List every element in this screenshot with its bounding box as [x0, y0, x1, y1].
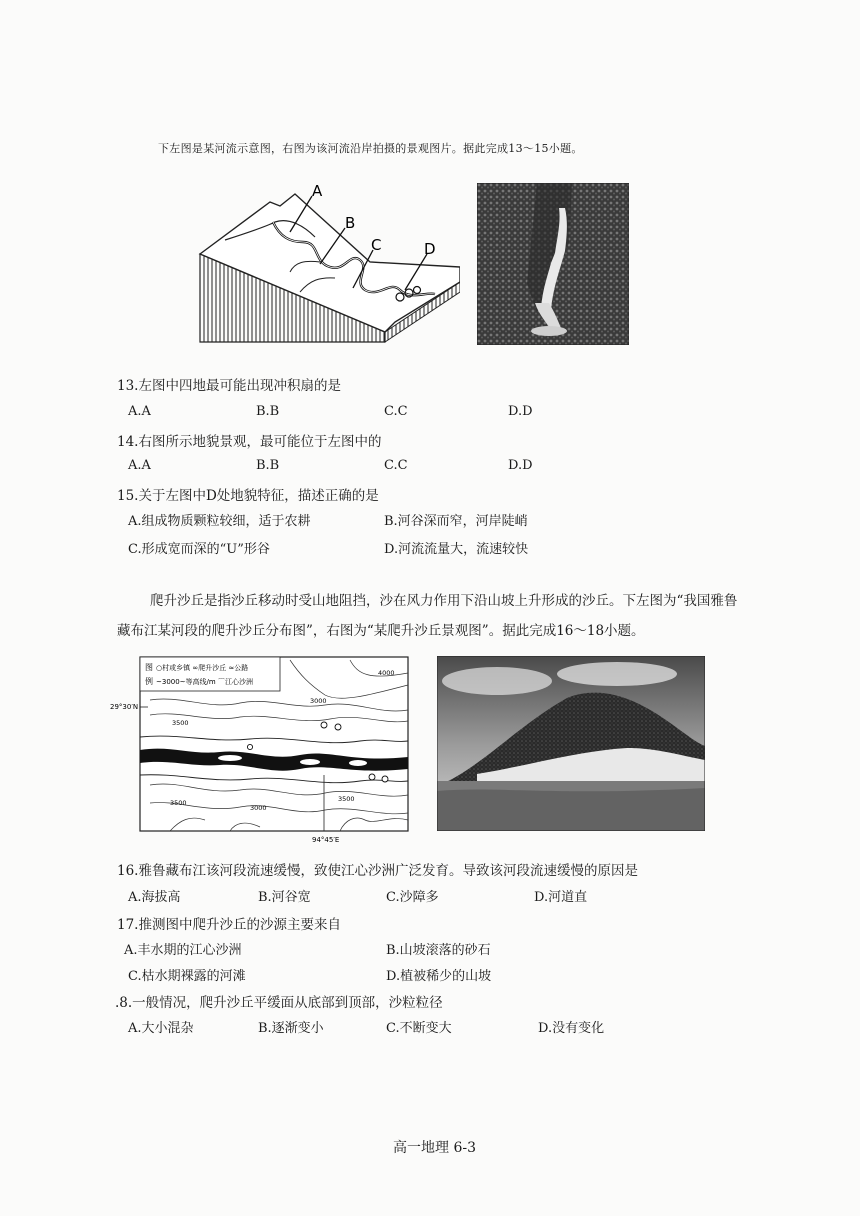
- dune-landscape-photo: [437, 656, 705, 831]
- map-contour-label: 3500: [170, 799, 187, 807]
- q17-option-b[interactable]: B.山坡滚落的砂石: [386, 943, 491, 958]
- q14-option-a[interactable]: A.A: [128, 458, 151, 473]
- q14-option-b[interactable]: B.B: [256, 458, 280, 473]
- q16-option-b[interactable]: B.河谷宽: [258, 890, 311, 905]
- diagram-label-c: C: [371, 236, 382, 254]
- question-15-stem: 15.关于左图中D处地貌特征，描述正确的是: [117, 488, 379, 504]
- q14-option-c[interactable]: C.C: [384, 458, 408, 473]
- q13-option-a[interactable]: A.A: [128, 404, 151, 419]
- q13-option-d[interactable]: D.D: [508, 404, 533, 419]
- q18-option-a[interactable]: A.大小混杂: [128, 1021, 194, 1036]
- q13-option-c[interactable]: C.C: [384, 404, 408, 419]
- map-contour-label: 3500: [338, 795, 355, 803]
- map-longitude-label: 94°45′E: [312, 836, 340, 844]
- map-contour-label: 3000: [310, 697, 327, 705]
- section1-intro: 下左图是某河流示意图，右图为该河流沿岸拍摄的景观图片。据此完成13～15小题。: [158, 142, 583, 155]
- map-village: [321, 722, 327, 728]
- question-18-stem: .8.一般情况，爬升沙丘平缓面从底部到顶部，沙粒粒径: [115, 995, 443, 1011]
- q17-option-a[interactable]: A.丰水期的江心沙洲: [124, 943, 242, 958]
- question-13-stem: 13.左图中四地最可能出现冲积扇的是: [117, 378, 341, 394]
- q13-option-b[interactable]: B.B: [256, 404, 280, 419]
- q17-option-c[interactable]: C.枯水期裸露的河滩: [128, 969, 246, 984]
- river-block-diagram: [195, 182, 460, 347]
- section2-para-line1: 爬升沙丘是指沙丘移动时受山地阻挡，沙在风力作用下沿山坡上升形成的沙丘。下左图为“我国雅鲁: [150, 593, 738, 609]
- map-contour-label: 4000: [378, 669, 395, 677]
- map-latitude-label: 29°30′N: [110, 703, 139, 711]
- map-legend-row-2: ~3000~等高线/m ⌒江心沙洲: [156, 678, 253, 686]
- question-14-stem: 14.右图所示地貌景观，最可能位于左图中的: [117, 434, 382, 450]
- question-17-stem: 17.推测图中爬升沙丘的沙源主要来自: [117, 917, 341, 933]
- q16-option-c[interactable]: C.沙障多: [386, 890, 439, 905]
- map-village: [247, 744, 252, 749]
- map-legend-title-1: 图: [145, 663, 153, 672]
- q16-option-d[interactable]: D.河道直: [534, 890, 588, 905]
- q15-option-a[interactable]: A.组成物质颗粒较细，适于农耕: [128, 514, 311, 529]
- q15-option-d[interactable]: D.河流流量大，流速较快: [384, 542, 529, 557]
- waterfall-photo: [477, 183, 629, 345]
- map-contour-label: 3500: [172, 719, 189, 727]
- section2-para-line2: 藏布江某河段的爬升沙丘分布图”，右图为“某爬升沙丘景观图”。据此完成16～18小题。: [117, 623, 645, 639]
- map-sandbar: [300, 759, 320, 765]
- q17-option-d[interactable]: D.植被稀少的山坡: [386, 969, 492, 984]
- map-sandbar: [349, 760, 367, 766]
- page-footer: 高一地理 6-3: [393, 1140, 476, 1156]
- diagram-label-a: A: [312, 182, 323, 200]
- map-village: [382, 776, 388, 782]
- map-village: [335, 724, 341, 730]
- map-legend-row-1: ○村或乡镇 ∞爬升沙丘 ≈公路: [156, 664, 249, 672]
- q18-option-b[interactable]: B.逐渐变小: [258, 1021, 324, 1036]
- q15-option-c[interactable]: C.形成宽而深的“U”形谷: [128, 542, 270, 557]
- q16-option-a[interactable]: A.海拔高: [128, 890, 181, 905]
- map-contour-label: 3000: [250, 804, 267, 812]
- diagram-label-b: B: [345, 214, 356, 232]
- question-16-stem: 16.雅鲁藏布江该河段流速缓慢，致使江心沙洲广泛发育。导致该河段流速缓慢的原因是: [117, 863, 638, 879]
- map-legend-title-2: 例: [145, 677, 153, 686]
- q18-option-c[interactable]: C.不断变大: [386, 1021, 452, 1036]
- q15-option-b[interactable]: B.河谷深而窄，河岸陡峭: [384, 514, 528, 529]
- q18-option-d[interactable]: D.没有变化: [538, 1021, 605, 1036]
- q14-option-d[interactable]: D.D: [508, 458, 533, 473]
- map-village: [369, 774, 375, 780]
- diagram-label-d: D: [424, 240, 436, 258]
- map-sandbar: [218, 755, 242, 761]
- dune-distribution-map: [110, 655, 415, 845]
